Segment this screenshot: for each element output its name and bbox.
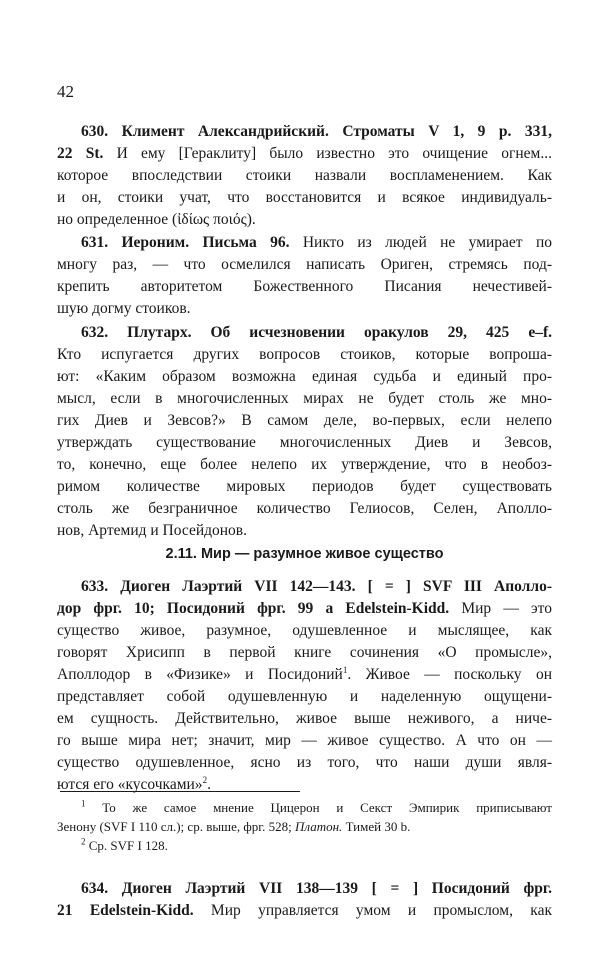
text-line: ют: «Каким образом возможна единая судьба и единый про- xyxy=(57,368,552,385)
text-line: которое впоследствии стоики назвали воспламенением. Как xyxy=(57,167,552,184)
text-line: но определенное (ἰδίως ποιός). xyxy=(57,211,256,228)
text-line: крепить авторитетом Божественного Писания нечестивей- xyxy=(57,278,552,295)
footnote-1-line1 xyxy=(57,798,552,817)
text-line: говорят Хрисипп в первой книге сочинения «О промысле», xyxy=(57,644,552,661)
heading-633-line2: дор фрг. 10; Посидоний фрг. 99 a Edelstein-Kidd. xyxy=(57,600,450,617)
text-line: Кто испугается других вопросов стоиков, которые вопроша- xyxy=(57,346,552,363)
text-line: и он, стоики учат, что восстановится и всякое индивидуаль- xyxy=(57,189,552,206)
text-line xyxy=(57,900,552,922)
text-line: римом количестве мировых периодов будет существовать xyxy=(57,478,552,495)
text-line xyxy=(57,143,552,165)
text-line: го выше мира нет; значит, мир — живое существо. А что он — xyxy=(57,732,552,749)
text-line xyxy=(57,232,552,254)
fragment-630 xyxy=(57,121,552,231)
author-name: Платон. xyxy=(295,819,343,834)
text-segment: Мир управляется умом и промыслом, как xyxy=(193,902,552,919)
footnote-mark-1: 1 xyxy=(81,798,86,809)
text-segment: Никто из людей не умирает по xyxy=(289,234,552,251)
text-line: существо одушевленное, ясно из того, что наши души явля- xyxy=(57,754,552,771)
footnote-divider xyxy=(60,791,300,792)
text-line xyxy=(57,664,552,686)
section-title: 2.11. Мир — разумное живое существо xyxy=(165,546,444,562)
fragment-633 xyxy=(57,576,552,796)
footnotes xyxy=(57,798,552,855)
footnote-ref-2[interactable]: 2 xyxy=(202,774,208,785)
text-line: представляет собой одушевленную и наделенную ощущени- xyxy=(57,688,552,705)
text-line: мысл, если в многочисленных мирах не будет столь же мно- xyxy=(57,390,552,407)
heading-634-line1: 634. Диоген Лаэртий VII 138—139 [ = ] Посидоний фрг. xyxy=(81,880,552,897)
heading-633-line1: 633. Диоген Лаэртий VII 142—143. [ = ] SVF III Аполло- xyxy=(81,578,552,595)
fragment-632 xyxy=(57,322,552,542)
text-line: шую догму стоиков. xyxy=(57,300,191,317)
text-segment: Аполлодор в «Физике» и Посидоний xyxy=(57,666,343,683)
text-line: ем сущность. Действительно, живое выше неживого, а ниче- xyxy=(57,710,552,727)
text-segment: Зенону (SVF I 110 сл.); ср. выше, фрг. 528; xyxy=(57,819,295,834)
footnote-ref-1[interactable]: 1 xyxy=(342,664,348,675)
page-number: 42 xyxy=(57,82,74,101)
text-line xyxy=(57,598,552,620)
footnote-1-line2 xyxy=(57,817,552,836)
footnote-2 xyxy=(57,836,552,855)
text-line: многу раз, — что осмелился написать Ориген, стремясь под- xyxy=(57,256,552,273)
text-segment: И ему [Гераклиту] было известно это очищение огнем... xyxy=(103,145,552,162)
text-segment: Тимей 30 b. xyxy=(342,819,411,834)
fragment-631 xyxy=(57,232,552,320)
footnote-mark-2: 2 xyxy=(81,836,86,847)
heading-630-line1: 630. Климент Александрийский. Строматы V 1, 9 p. 331, xyxy=(81,123,552,140)
text-line xyxy=(57,774,552,796)
text-line: гих Диев и Зевсов?» В самом деле, во-первых, если нелепо xyxy=(57,412,552,429)
heading-630-line2: 22 St. xyxy=(57,145,104,162)
text-line: то, конечно, еще более нелепо их утверждение, что в необоз- xyxy=(57,456,552,473)
heading-631: 631. Иероним. Письма 96. xyxy=(81,234,290,251)
heading-634-line2: 21 Edelstein-Kidd. xyxy=(57,902,194,919)
text-segment: . xyxy=(207,776,211,793)
text-segment: Ср. SVF I 128. xyxy=(85,838,168,853)
heading-632: 632. Плутарх. Об исчезновении оракулов 29, 425 e–f. xyxy=(81,324,552,341)
text-line: столь же безграничное количество Гелиосов, Селен, Аполло- xyxy=(57,500,552,517)
text-segment: То же самое мнение Цицерон и Секст Эмпирик приписывают xyxy=(85,800,552,815)
text-segment: . Живое — поскольку он xyxy=(347,666,552,683)
text-line: нов, Артемид и Посейдонов. xyxy=(57,522,247,539)
text-line: утверждать существование многочисленных Диев и Зевсов, xyxy=(57,434,552,451)
text-segment: Мир — это xyxy=(449,600,552,617)
text-segment: ются его «кусочками» xyxy=(57,776,203,793)
fragment-634 xyxy=(57,878,552,922)
text-line: существо живое, разумное, одушевленное и мыслящее, как xyxy=(57,622,552,639)
